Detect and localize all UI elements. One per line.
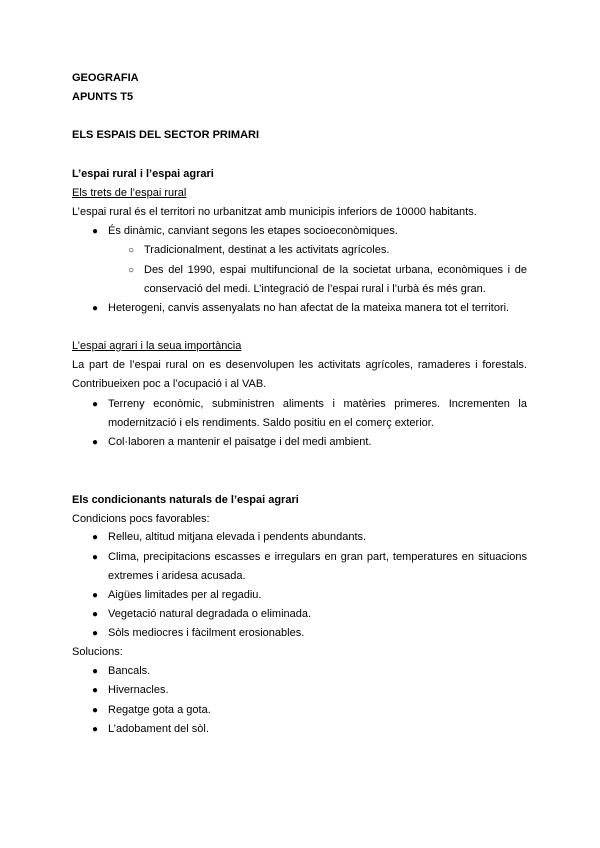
unit-label: APUNTS T5 (72, 91, 134, 103)
list-item: Sòls mediocres i fàcilment erosionables. (108, 627, 305, 639)
list-item: Aigües limitades per al regadiu. (108, 589, 262, 601)
paragraph: La part de l’espai rural on es desenvolupen les activitats agrícoles, ramaderes i forestals. (72, 359, 527, 371)
bullet-icon: ● (92, 303, 99, 314)
bullet-icon: ● (92, 552, 99, 563)
list-item: Heterogeni, canvis assenyalats no han afectat de la mateixa manera tot el territori. (108, 302, 510, 314)
bullet-icon: ● (92, 666, 99, 677)
page-title: ELS ESPAIS DEL SECTOR PRIMARI (72, 129, 260, 141)
bullet-icon: ● (92, 705, 99, 716)
paragraph-continuation: Contribueixen poc a l’ocupació i al VAB. (72, 378, 267, 390)
list-item: Tradicionalment, destinat a les activitats agrícoles. (144, 244, 390, 256)
bullet-icon: ● (92, 590, 99, 601)
bullet-icon: ● (92, 685, 99, 696)
subsection-heading: L’espai agrari i la seua importància (72, 340, 242, 352)
list-item: Des del 1990, espai multifuncional de la societat urbana, econòmiques i de (144, 264, 527, 276)
list-item: Bancals. (108, 665, 151, 677)
bullet-icon: ● (92, 437, 99, 448)
list-item: Regatge gota a gota. (108, 704, 211, 716)
bullet-icon: ● (92, 399, 99, 410)
section-heading: L’espai rural i l’espai agrari (72, 168, 214, 180)
list-item: Col·laboren a mantenir el paisatge i del medi ambient. (108, 436, 372, 448)
hollow-bullet-icon: ○ (128, 245, 135, 256)
bullet-icon: ● (92, 628, 99, 639)
list-item: Vegetació natural degradada o eliminada. (108, 608, 312, 620)
list-item: Terreny econòmic, subministren aliments i matèries primeres. Incrementen la (108, 398, 527, 410)
list-item-continuation: modernització i els rendiments. Saldo positiu en el comerç exterior. (108, 417, 434, 429)
section-heading: Els condicionants naturals de l’espai agrari (72, 494, 299, 506)
bullet-icon: ● (92, 609, 99, 620)
subject-label: GEOGRAFIA (72, 72, 139, 84)
subsection-heading: Els trets de l’espai rural (72, 187, 187, 199)
list-item-continuation: extremes i aridesa acusada. (108, 570, 246, 582)
list-item: És dinàmic, canviant segons les etapes socioeconòmiques. (108, 225, 398, 237)
bullet-icon: ● (92, 724, 99, 735)
solutions-label: Solucions: (72, 646, 123, 658)
list-item: Relleu, altitud mitjana elevada i pendents abundants. (108, 531, 367, 543)
list-item-continuation: conservació del medi. L’integració de l’espai rural i l’urbà és més gran. (144, 283, 486, 295)
bullet-icon: ● (92, 532, 99, 543)
paragraph: L’espai rural és el territori no urbanitzat amb municipis inferiors de 10000 habitants. (72, 206, 477, 218)
bullet-icon: ● (92, 226, 99, 237)
hollow-bullet-icon: ○ (128, 265, 135, 276)
list-item: Hivernacles. (108, 684, 169, 696)
list-item: L’adobament del sòl. (108, 723, 209, 735)
conditions-label: Condicions pocs favorables: (72, 513, 210, 525)
list-item: Clima, precipitacions escasses e irregulars en gran part, temperatures en situacions (108, 551, 527, 563)
